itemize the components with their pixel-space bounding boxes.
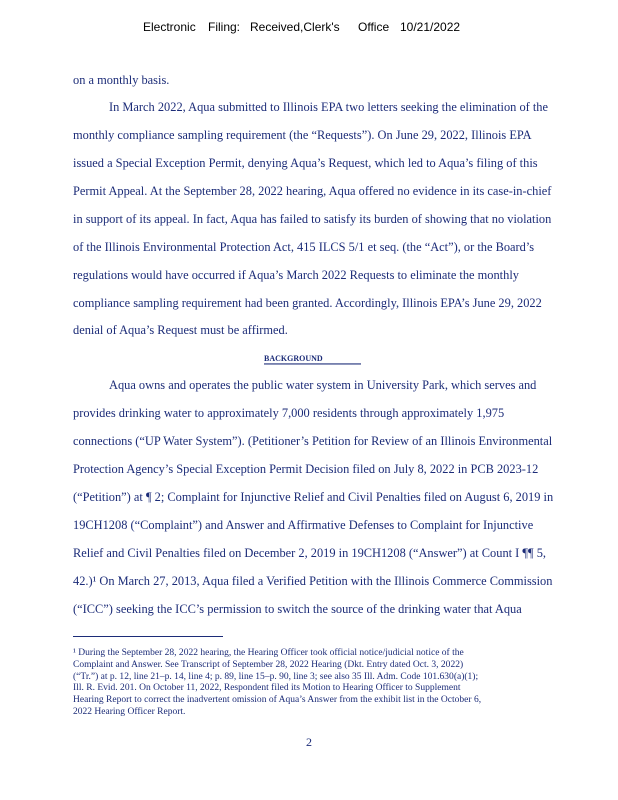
body-line: monthly compliance sampling requirement (the “Requests”). On June 29, 2022, Illinois EPA bbox=[73, 128, 532, 142]
body-line: in support of its appeal. In fact, Aqua has failed to satisfy its burden of showing that no violation bbox=[73, 212, 552, 226]
body-line: Relief and Civil Penalties filed on December 2, 2019 in 19CH1208 (“Answer”) at Count I ¶¶ 5, bbox=[73, 546, 547, 560]
body-line: (“ICC”) seeking the ICC’s permission to switch the source of the drinking water that Aqua bbox=[73, 602, 522, 616]
stamp-electronic: Electronic bbox=[143, 20, 196, 34]
footnote-line: Ill. R. Evid. 201. On October 11, 2022, Respondent filed its Motion to Hearing Officer to Supplement bbox=[73, 682, 461, 694]
stamp-received: Received,Clerk's bbox=[250, 20, 340, 34]
footnote-line: Complaint and Answer. See Transcript of September 28, 2022 Hearing (Dkt. Entry dated Oct. 3, 2022) bbox=[73, 658, 464, 670]
page-number: 2 bbox=[306, 735, 312, 749]
body-line: of the Illinois Environmental Protection Act, 415 ILCS 5/1 et seq. (the “Act”), or the Board’s bbox=[73, 240, 535, 254]
body-line: connections (“UP Water System”). (Petitioner’s Petition for Review of an Illinois Environmental bbox=[73, 434, 553, 448]
body-line: Permit Appeal. At the September 28, 2022 hearing, Aqua offered no evidence in its case-in-chief bbox=[73, 184, 552, 198]
body-line: In March 2022, Aqua submitted to Illinois EPA two letters seeking the elimination of the bbox=[109, 100, 549, 114]
stamp-filing: Filing: bbox=[208, 20, 241, 34]
footnote bbox=[73, 647, 553, 718]
footnote-line: Hearing Report to correct the inadvertent omission of Aqua’s Answer from the exhibit list in the October 6, bbox=[73, 694, 482, 706]
footnote-line: ¹ During the September 28, 2022 hearing, the Hearing Officer took official notice/judicial notice of the bbox=[73, 647, 464, 658]
body-line: denial of Aqua’s Request must be affirmed. bbox=[73, 323, 288, 337]
body-line: regulations would have occurred if Aqua’s March 2022 Requests to eliminate the monthly bbox=[73, 268, 519, 282]
body-line: (“Petition”) at ¶ 2; Complaint for Injunctive Relief and Civil Penalties filed on August 6, 2019 in bbox=[73, 490, 554, 504]
stamp-date: 10/21/2022 bbox=[400, 20, 461, 34]
footnote-line: 2022 Hearing Officer Report. bbox=[73, 705, 186, 717]
section-heading: BACKGROUND bbox=[264, 354, 361, 365]
body-line: on a monthly basis. bbox=[73, 73, 170, 87]
body-line: Aqua owns and operates the public water system in University Park, which serves and bbox=[109, 378, 537, 392]
body-line: Protection Agency’s Special Exception Permit Decision filed on July 8, 2022 in PCB 2023-12 bbox=[73, 462, 539, 476]
body-line: provides drinking water to approximately 7,000 residents through approximately 1,975 bbox=[73, 406, 505, 420]
stamp-office: Office bbox=[358, 20, 390, 34]
footnote-line: (“Tr.”) at p. 12, line 21–p. 14, line 4; p. 89, line 15–p. 90, line 3; see also 35 Ill. Adm. Code 101.630(a)(1); bbox=[73, 670, 479, 682]
body-line: issued a Special Exception Permit, denying Aqua’s Request, which led to Aqua’s filing of this bbox=[73, 156, 538, 170]
footnote-divider bbox=[73, 636, 223, 637]
body-line: 19CH1208 (“Complaint”) and Answer and Affirmative Defenses to Complaint for Injunctive bbox=[73, 518, 534, 532]
body-line: compliance sampling requirement had been granted. Accordingly, Illinois EPA’s June 29, 2022 bbox=[73, 296, 542, 310]
body-line: 42.)¹ On March 27, 2013, Aqua filed a Verified Petition with the Illinois Commerce Commission bbox=[73, 574, 553, 588]
